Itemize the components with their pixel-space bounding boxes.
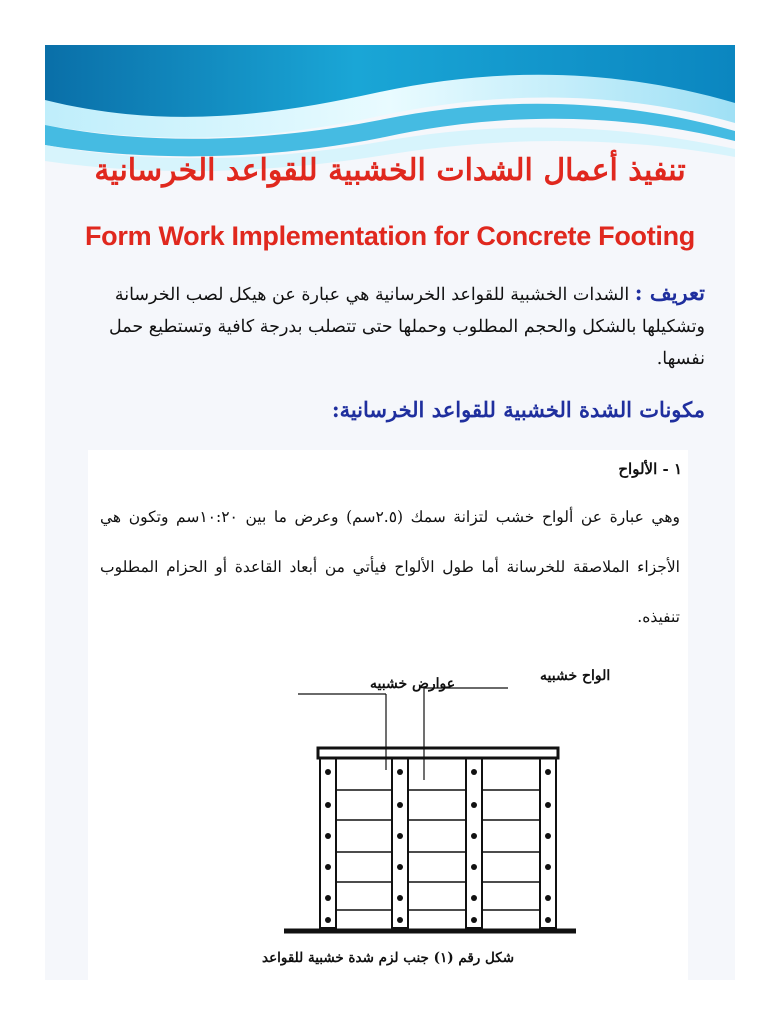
arabic-title: تنفيذ أعمال الشدات الخشبية للقواعد الخرسانية (94, 153, 686, 188)
definition-text: الشدات الخشبية للقواعد الخرسانية هي عبارة عن هيكل لصب الخرسانة وتشكيلها بالشكل والحجم المطلوب وحملها حتى تتصلب بدرجة كافية وتستطيع حمل نفسها. (109, 285, 705, 369)
item-heading: ١ - الألواح (618, 460, 682, 478)
components-heading: مكونات الشدة الخشبية للقواعد الخرسانية: (331, 397, 705, 422)
slide (45, 45, 735, 980)
label-wooden-beams: عوارض خشبيه (370, 676, 456, 692)
scanned-document (88, 450, 688, 980)
nail-dots (325, 769, 551, 923)
formwork-diagram (88, 660, 688, 950)
item-text: وهي عبارة عن ألواح خشب لتزانة سمك (٢.٥سم) وعرض ما بين ١٠:٢٠سم وتكون هي الأجزاء الملاصقة للخرسانة أما طول الألواح فيأتي من أبعاد القاعدة أو الحزام المطلوب تنفيذه. (100, 508, 680, 626)
label-wooden-boards: الواح خشبيه (540, 668, 611, 684)
english-title: Form Work Implementation for Concrete Footing (84, 221, 696, 251)
definition-term: تعريف : (634, 280, 705, 305)
figure-caption: شكل رقم (١) جنب لزم شدة خشبية للقواعد (261, 950, 515, 966)
definition-paragraph (105, 277, 705, 375)
